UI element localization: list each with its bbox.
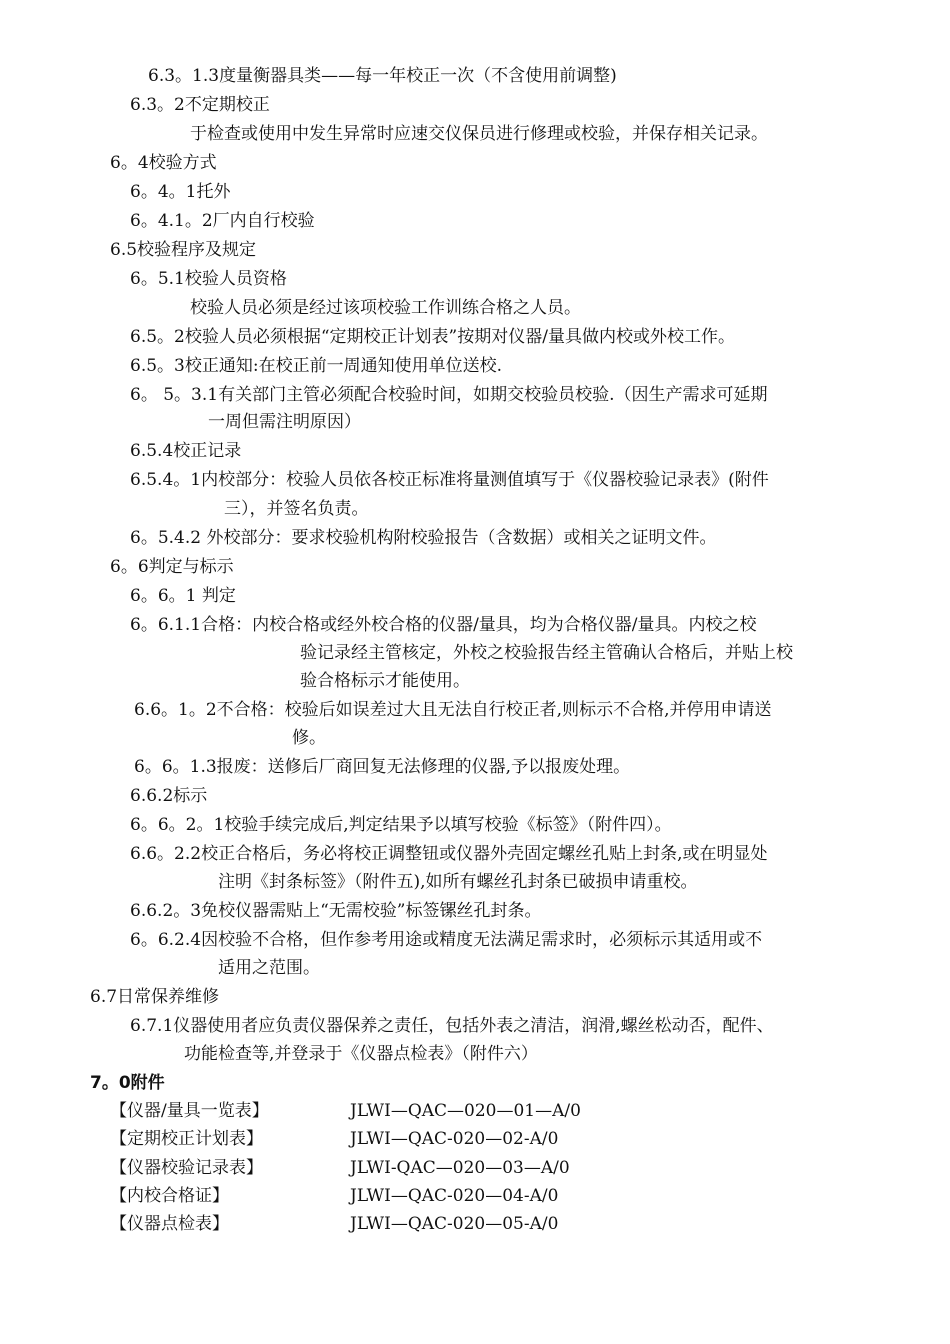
clause-6-7: 6.7日常保养维修 <box>90 987 220 1007</box>
clause-6-6-1-2: 6.6。1。2不合格：校验后如误差过大且无法自行校正者,则标示不合格,并停用申请送 <box>134 700 772 720</box>
appendix-item-code: JLWI—QAC-020—04-A/0 <box>350 1186 559 1206</box>
clause-6-5-3-1-cont: 一周但需注明原因） <box>208 412 361 432</box>
clause-6-7-1: 6.7.1仪器使用者应负责仪器保养之责任，包括外表之清洁，润滑,螺丝松动否，配件、 <box>130 1016 774 1036</box>
clause-6-3-2: 6.3。2不定期校正 <box>130 95 270 115</box>
clause-6-5-1-body: 校验人员必须是经过该项校验工作训练合格之人员。 <box>190 298 581 318</box>
clause-6-4: 6。4校验方式 <box>110 153 217 173</box>
appendix-heading: 7。0附件 <box>90 1073 165 1093</box>
clause-6-5-4: 6.5.4校正记录 <box>130 441 242 461</box>
appendix-item-name: 【仪器校验记录表】 <box>110 1158 263 1178</box>
clause-6-4-1: 6。4。1托外 <box>130 182 231 202</box>
appendix-item-code: JLWI—QAC—020—01—A/0 <box>350 1101 581 1121</box>
appendix-item-code: JLWI-QAC—020—03—A/0 <box>350 1158 570 1178</box>
clause-6-6-2-4-cont: 适用之范围。 <box>218 958 320 978</box>
clause-6-5-4-2: 6。5.4.2 外校部分：要求校验机构附校验报告（含数据）或相关之证明文件。 <box>130 528 717 548</box>
appendix-item-name: 【定期校正计划表】 <box>110 1129 263 1149</box>
clause-6-5-3: 6.5。3校正通知:在校正前一周通知使用单位送校. <box>130 356 502 376</box>
clause-6-3-2-body: 于检查或使用中发生异常时应速交仪保员进行修理或校验，并保存相关记录。 <box>190 124 768 144</box>
clause-6-6: 6。6判定与标示 <box>110 557 234 577</box>
appendix-item-name: 【内校合格证】 <box>110 1186 229 1206</box>
clause-6-5: 6.5校验程序及规定 <box>110 240 257 260</box>
appendix-item-name: 【仪器点检表】 <box>110 1214 229 1234</box>
clause-6-6-2-4: 6。6.2.4因校验不合格，但作参考用途或精度无法满足需求时，必须标示其适用或不 <box>130 930 763 950</box>
clause-6-5-2: 6.5。2校验人员必须根据“定期校正计划表”按期对仪器/量具做内校或外校工作。 <box>130 327 735 347</box>
clause-6-5-4-1-cont: 三），并签名负责。 <box>224 499 369 519</box>
appendix-item-code: JLWI—QAC-020—02-A/0 <box>350 1129 559 1149</box>
clause-6-5-1: 6。5.1校验人员资格 <box>130 269 287 289</box>
clause-6-6-2: 6.6.2标示 <box>130 786 208 806</box>
clause-6-6-1-1-cont1: 验记录经主管核定，外校之校验报告经主管确认合格后，并贴上校 <box>300 643 793 663</box>
clause-6-5-4-1: 6.5.4。1内校部分：校验人员依各校正标准将量测值填写于《仪器校验记录表》(附件 <box>130 470 769 490</box>
clause-6-6-2-3: 6.6.2。3免校仪器需贴上“无需校验”标签镙丝孔封条。 <box>130 901 542 921</box>
clause-6-6-2-1: 6。6。2。1校验手续完成后,判定结果予以填写校验《标签》（附件四）。 <box>130 815 672 835</box>
clause-6-6-2-2-cont: 注明《封条标签》（附件五),如所有螺丝孔封条已破损申请重校。 <box>218 872 698 892</box>
appendix-item-name: 【仪器/量具一览表】 <box>110 1101 269 1121</box>
clause-6-6-1-3: 6。6。1.3报废：送修后厂商回复无法修理的仪器,予以报废处理。 <box>134 757 631 777</box>
clause-6-5-3-1: 6。 5。3.1有关部门主管必须配合校验时间，如期交校验员校验.（因生产需求可延期 <box>130 385 768 405</box>
appendix-item-code: JLWI—QAC-020—05-A/0 <box>350 1214 559 1234</box>
clause-6-6-1-2-cont: 修。 <box>292 728 326 748</box>
clause-6-6-2-2: 6.6。2.2校正合格后，务必将校正调整钮或仪器外壳固定螺丝孔贴上封条,或在明显处 <box>130 844 768 864</box>
clause-6-6-1-1-cont2: 验合格标示才能使用。 <box>300 671 470 691</box>
clause-6-3-1-3: 6.3。1.3度量衡器具类——每一年校正一次（不含使用前调整) <box>148 66 617 86</box>
clause-6-7-1-cont: 功能检查等,并登录于《仪器点检表》（附件六） <box>184 1044 538 1064</box>
clause-6-4-1-2: 6。4.1。2厂内自行校验 <box>130 211 315 231</box>
clause-6-6-1-1: 6。6.1.1合格：内校合格或经外校合格的仪器/量具，均为合格仪器/量具。内校之校 <box>130 615 757 635</box>
clause-6-6-1: 6。6。1 判定 <box>130 586 236 606</box>
